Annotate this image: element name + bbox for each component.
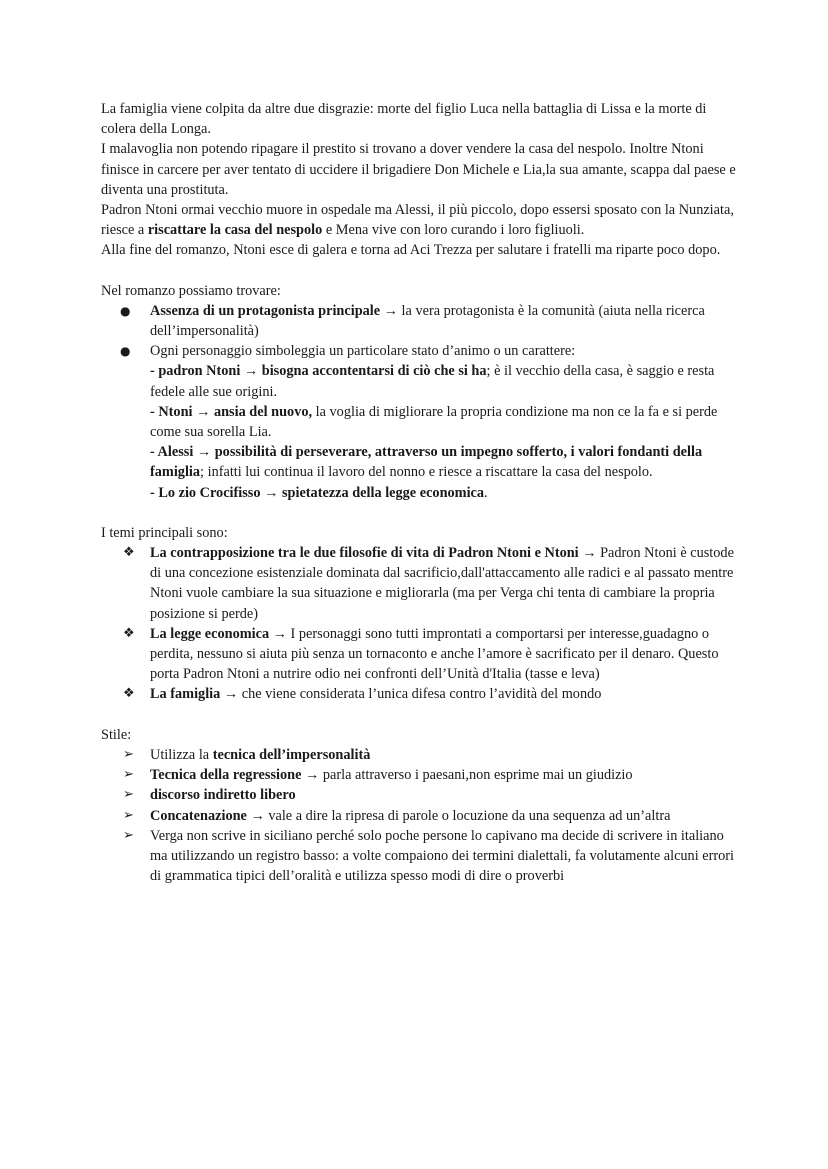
list-item: [101, 624, 741, 685]
spacer: [101, 705, 741, 725]
intro-section: [101, 99, 741, 261]
text-run: ; infatti lui continua il lavoro del nonno e riesce a riscattare la casa del nespolo.: [200, 464, 653, 481]
stile-list: [101, 745, 741, 886]
text-run: Utilizza la: [150, 746, 213, 763]
text-run: → Padron Ntoni è custode di una concezione esistenziale dominata dal sacrificio,dall'attaccamento alle radici e al passato mentre Ntoni vuole cambiare la sua situazione e migliorarla (ma per Verga chi tenta di cambiare la propria posizione si perde): [150, 545, 734, 622]
stile-section: [101, 725, 741, 887]
diamond-bullet-icon: ❖: [123, 686, 135, 702]
bullet-icon: ●: [120, 344, 131, 359]
arrowhead-bullet-icon: ➢: [123, 827, 134, 843]
text-run: → parla attraverso i paesani,non esprime mai un giudizio: [301, 767, 633, 784]
list-item: [101, 765, 741, 785]
bold-run: La legge economica: [150, 625, 270, 642]
intro-paragraph-2: I malavoglia non potendo ripagare il prestito si trovano a dover vendere la casa del nespolo. Inoltre Ntoni finisce in carcere per aver tentato di uccidere il brigadiere Don Michele e Lia,la sua amante, scappa dal paese e diventa una prostituta.: [101, 141, 736, 198]
bullet-icon: ●: [120, 303, 131, 318]
character-line-padron-ntoni: [150, 361, 741, 401]
bold-run: Concatenazione: [150, 807, 247, 824]
list-item: [101, 785, 741, 805]
bold-run: La famiglia: [150, 686, 221, 703]
list-item: [101, 684, 741, 704]
intro-paragraph-1: La famiglia viene colpita da altre due disgrazie: morte del figlio Luca nella battaglia di Lissa e la morte di colera della Longa.: [101, 101, 707, 138]
list-item: [101, 745, 741, 765]
bold-run: - Alessi → possibilità di perseverare, attraverso un impegno sofferto, i valori fondanti della famiglia: [150, 444, 703, 481]
text-run: → I personaggi sono tutti improntati a comportarsi per interesse,guadagno o perdita, nessuno si aiuta più senza un tornaconto e anche l’amore è sacrificato per il denaro. Questo porta Padron Ntoni a nutrire odio nei confronti dell’Unità d'Italia (tasse e leva): [150, 625, 719, 683]
temi-section: [101, 523, 741, 705]
text-run: → che viene considerata l’unica difesa contro l’avidità del mondo: [220, 686, 602, 703]
arrowhead-bullet-icon: ➢: [123, 767, 134, 783]
list-item: [101, 543, 741, 624]
bold-run: - padron Ntoni → bisogna accontentarsi di ciò che si ha: [150, 363, 487, 380]
bold-run: La contrapposizione tra le due filosofie di vita di Padron Ntoni e Ntoni: [150, 545, 579, 562]
bold-run: Assenza di un protagonista principale →: [150, 302, 398, 319]
character-line-alessi: [150, 442, 741, 482]
stile-heading: Stile:: [101, 726, 132, 743]
text-run: ; è il vecchio della casa, è saggio e resta fedele alle sue origini.: [150, 363, 715, 400]
arrowhead-bullet-icon: ➢: [123, 746, 134, 762]
intro-paragraph-3: [101, 200, 741, 240]
text-run: la vera protagonista è la comunità (aiuta nella ricerca dell’impersonalità): [150, 302, 705, 340]
bold-run: tecnica dell’impersonalità: [212, 746, 371, 763]
arrowhead-bullet-icon: ➢: [123, 787, 134, 803]
document-body: [101, 99, 741, 886]
bold-run: Tecnica della regressione: [150, 767, 302, 784]
temi-heading: I temi principali sono:: [101, 524, 228, 541]
list-item: [101, 826, 741, 887]
romanzo-section: [101, 281, 741, 503]
romanzo-heading: Nel romanzo possiamo trovare:: [101, 282, 281, 299]
diamond-bullet-icon: ❖: [123, 625, 135, 641]
text-run: Verga non scrive in siciliano perché solo poche persone lo capivano ma decide di scrivere in italiano ma utilizzando un registro basso: a volte compaiono dei termini dialettali, fa volutamente alcuni errori di grammatica tipici dell’oralità e utilizza spesso modi di dire o proverbi: [150, 827, 735, 885]
intro-paragraph-4: Alla fine del romanzo, Ntoni esce di galera e torna ad Aci Trezza per salutare i fratelli ma riparte poco dopo.: [101, 242, 721, 259]
list-item: [101, 301, 741, 341]
temi-list: [101, 543, 741, 705]
diamond-bullet-icon: ❖: [123, 545, 135, 561]
text-run: → vale a dire la ripresa di parole o locuzione da una sequenza ad un’altra: [246, 807, 671, 824]
text-run: .: [484, 484, 488, 501]
character-line-ntoni: [150, 402, 741, 442]
bold-run: - Lo zio Crocifisso → spietatezza della legge economica: [150, 484, 485, 501]
bold-run: riscattare la casa del nespolo: [147, 222, 323, 239]
spacer: [101, 503, 741, 523]
list-item: [101, 341, 741, 503]
list-item: [101, 806, 741, 826]
text-run: Padron Ntoni ormai vecchio muore in ospedale ma Alessi, il più piccolo, dopo essersi sposato con la Nunziata, riesce a: [101, 202, 734, 239]
arrowhead-bullet-icon: ➢: [123, 807, 134, 823]
romanzo-list: [101, 301, 741, 503]
spacer: [101, 261, 741, 281]
character-line-zio-crocifisso: [150, 483, 741, 503]
bold-run: discorso indiretto libero: [150, 787, 296, 804]
bold-run: - Ntoni → ansia del nuovo,: [150, 403, 313, 420]
text-run: la voglia di migliorare la propria condizione ma non ce la fa e si perde come sua sorella Lia.: [150, 403, 718, 441]
text-run: Ogni personaggio simboleggia un particolare stato d’animo o un carattere:: [150, 343, 576, 360]
text-run: e Mena vive con loro curando i loro figliuoli.: [322, 222, 585, 239]
